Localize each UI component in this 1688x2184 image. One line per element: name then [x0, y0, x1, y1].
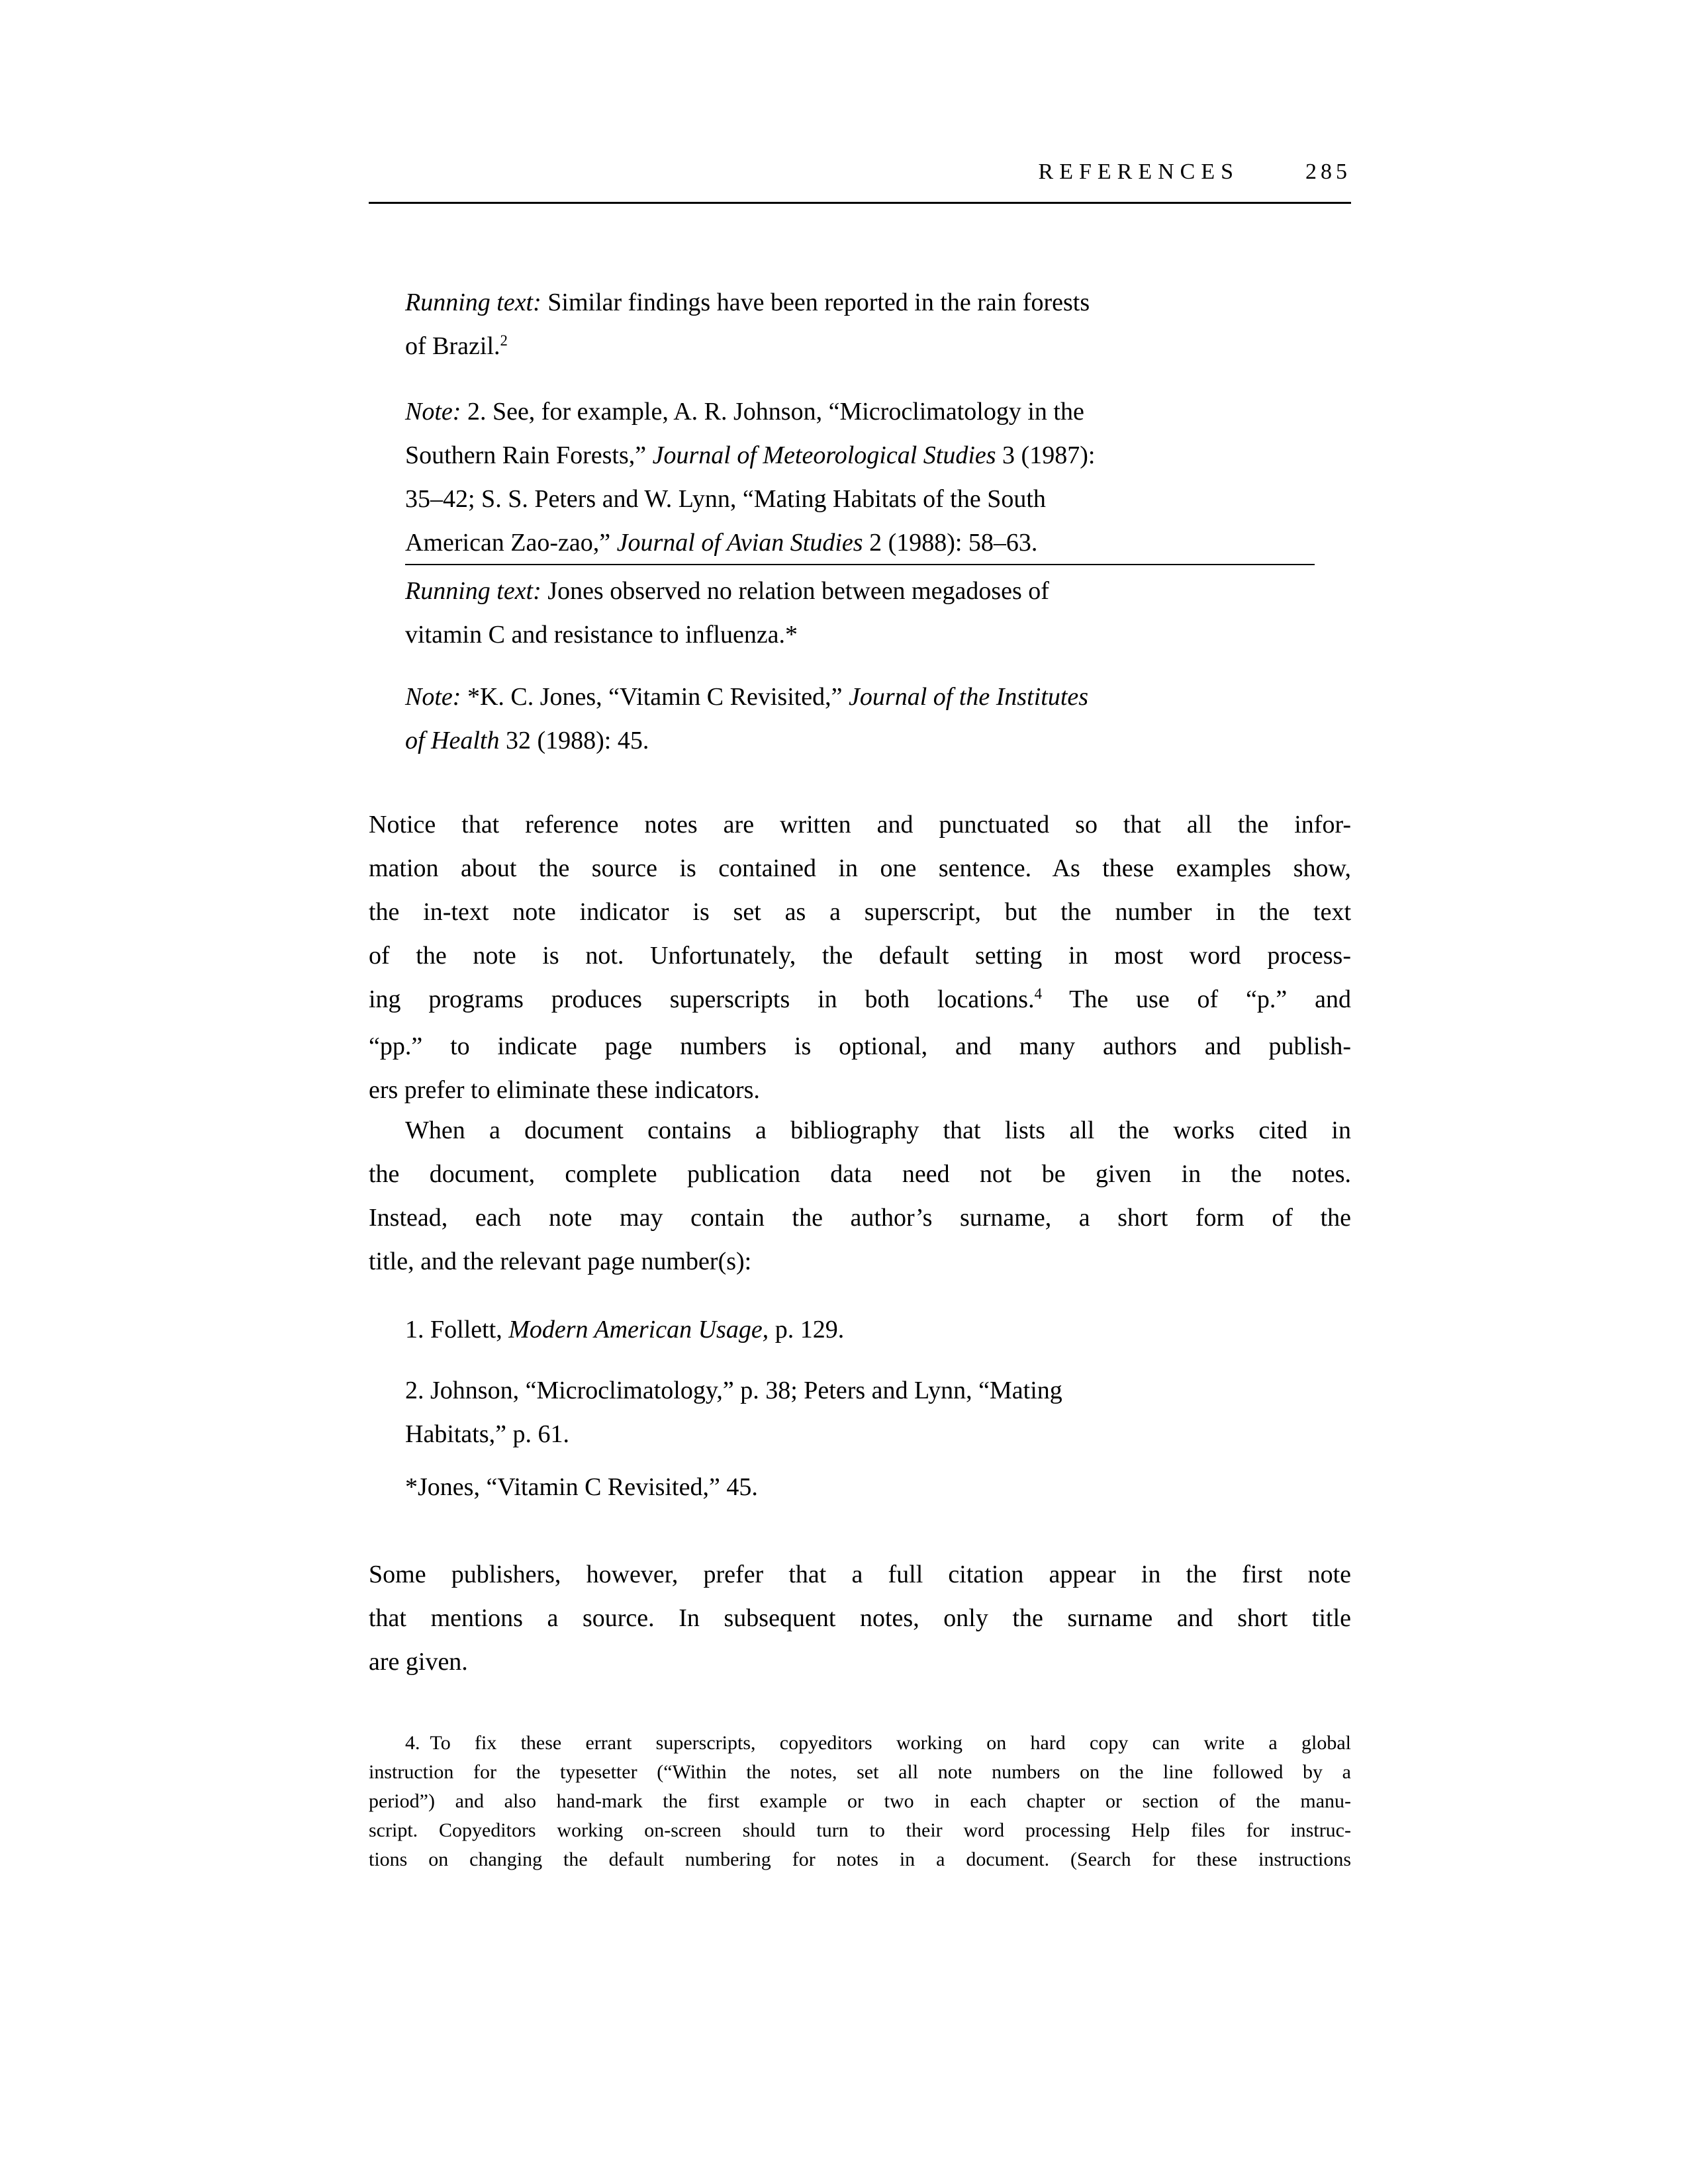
- text-line: [369, 1787, 1351, 1816]
- text-line: [405, 1369, 1315, 1412]
- example-divider-rule: [405, 564, 1315, 565]
- text-line: [369, 1024, 1351, 1068]
- text-line: [369, 978, 1351, 1024]
- text-run: 35–42; S. S. Peters and W. Lynn, “Mating Habitats of the South: [405, 485, 1046, 513]
- citation-item-johnson-peters: [405, 1369, 1315, 1456]
- text-run: Journal of the Institutes: [849, 683, 1089, 711]
- text-run: the document, complete publication data need not be given in the notes.: [369, 1160, 1351, 1188]
- text-run: Running text:: [405, 289, 548, 316]
- text-line: [405, 719, 1315, 762]
- text-run: Jones observed no relation between megadoses of: [547, 577, 1049, 605]
- text-line: [405, 675, 1315, 719]
- text-line: [405, 1412, 1315, 1456]
- text-run: 2 (1988): 58–63.: [863, 529, 1038, 557]
- paragraph-notice-reference-notes: [369, 803, 1351, 1112]
- text-run: p. 129.: [769, 1316, 845, 1343]
- page-header: [369, 159, 1351, 185]
- text-run: Note:: [405, 683, 467, 711]
- text-line: [405, 433, 1315, 477]
- text-line: [369, 1845, 1351, 1874]
- text-line: [369, 1640, 1351, 1684]
- text-run: that mentions a source. In subsequent notes, only the surname and short title: [369, 1604, 1351, 1632]
- citation-item-follett: [405, 1308, 1315, 1351]
- text-run: the in-text note indicator is set as a superscript, but the number in the text: [369, 898, 1351, 926]
- text-line: [405, 324, 1315, 371]
- citation-item-jones: [405, 1465, 1315, 1509]
- text-line: [369, 846, 1351, 890]
- text-line: [369, 803, 1351, 846]
- text-run: Journal of Avian Studies: [616, 529, 863, 557]
- text-run: title, and the relevant page number(s):: [369, 1248, 752, 1275]
- short-citation-examples: [405, 1308, 1315, 1509]
- text-run: 1. Follett,: [405, 1316, 509, 1343]
- running-head-section: REFERENCES: [1038, 159, 1239, 184]
- text-line: [369, 1596, 1351, 1640]
- text-line: [369, 1152, 1351, 1196]
- text-line: [405, 390, 1315, 433]
- text-line: [405, 1308, 1315, 1351]
- text-run: period”) and also hand-mark the first example or two in each chapter or section of the manu-: [369, 1790, 1351, 1812]
- text-run: of Health: [405, 727, 500, 754]
- example-block-1: [405, 281, 1315, 565]
- text-run: Note:: [405, 398, 467, 426]
- running-text-example-1: [405, 281, 1315, 371]
- text-run: Some publishers, however, prefer that a full citation appear in the first note: [369, 1561, 1351, 1588]
- text-line: [405, 613, 1315, 657]
- text-run: are given.: [369, 1648, 468, 1676]
- text-run: Instead, each note may contain the author’s surname, a short form of the: [369, 1204, 1351, 1232]
- note-example-2: [405, 675, 1315, 762]
- text-run: *K. C. Jones, “Vitamin C Revisited,”: [467, 683, 849, 711]
- text-run: “pp.” to indicate page numbers is optional, and many authors and publish-: [369, 1032, 1351, 1060]
- text-line: [405, 281, 1315, 324]
- text-line: [405, 1465, 1315, 1509]
- text-run: ers prefer to eliminate these indicators.: [369, 1076, 760, 1104]
- paragraph-some-publishers: [369, 1553, 1351, 1684]
- example-block-2: [405, 569, 1315, 762]
- text-run: instruction for the typesetter (“Within the notes, set all note numbers on the line followed by a: [369, 1761, 1351, 1783]
- text-run: Habitats,” p. 61.: [405, 1420, 570, 1448]
- text-line: [369, 934, 1351, 978]
- paragraph-when-document-bibliography: [369, 1109, 1351, 1283]
- text-line: [369, 1729, 1351, 1758]
- text-line: [405, 477, 1315, 521]
- text-line: [405, 521, 1315, 565]
- text-run: The use of “p.” and: [1042, 985, 1351, 1013]
- text-run: Notice that reference notes are written and punctuated so that all the infor-: [369, 811, 1351, 839]
- text-run: Similar findings have been reported in the rain forests: [547, 289, 1090, 316]
- text-run: tions on changing the default numbering for notes in a document. (Search for these instructions: [369, 1848, 1351, 1870]
- note-example-1: [405, 390, 1315, 565]
- text-line: [405, 569, 1315, 613]
- superscript-note-number: 4: [1034, 985, 1042, 1003]
- superscript-note-number: 2: [500, 332, 508, 349]
- text-run: 3 (1987):: [996, 441, 1096, 469]
- text-line: [369, 1816, 1351, 1845]
- text-run: 4. To fix these errant superscripts, copyeditors working on hard copy can write a global: [405, 1732, 1351, 1754]
- text-line: [369, 1068, 1351, 1112]
- text-run: script. Copyeditors working on-screen should turn to their word processing Help files for instruc-: [369, 1819, 1351, 1841]
- text-run: 2. Johnson, “Microclimatology,” p. 38; Peters and Lynn, “Mating: [405, 1377, 1062, 1404]
- text-line: [369, 1109, 1351, 1152]
- text-run: vitamin C and resistance to influenza.*: [405, 621, 798, 649]
- text-run: of Brazil.: [405, 332, 500, 360]
- text-run: When a document contains a bibliography that lists all the works cited in: [405, 1116, 1351, 1144]
- text-line: [369, 1196, 1351, 1240]
- text-run: 2. See, for example, A. R. Johnson, “Microclimatology in the: [467, 398, 1084, 426]
- text-run: of the note is not. Unfortunately, the default setting in most word process-: [369, 942, 1351, 970]
- text-run: mation about the source is contained in one sentence. As these examples show,: [369, 854, 1351, 882]
- text-run: ing programs produces superscripts in both locations.: [369, 985, 1035, 1013]
- page-number: 285: [1305, 159, 1351, 184]
- text-run: Running text:: [405, 577, 548, 605]
- text-run: American Zao-zao,”: [405, 529, 617, 557]
- header-rule: [369, 202, 1351, 204]
- text-line: [369, 890, 1351, 934]
- text-line: [369, 1553, 1351, 1596]
- text-run: Modern American Usage,: [508, 1316, 769, 1343]
- text-run: 32 (1988): 45.: [499, 727, 649, 754]
- text-line: [369, 1240, 1351, 1283]
- text-run: Southern Rain Forests,”: [405, 441, 653, 469]
- text-line: [369, 1758, 1351, 1787]
- text-run: Journal of Meteorological Studies: [652, 441, 996, 469]
- text-run: *Jones, “Vitamin C Revisited,” 45.: [405, 1473, 758, 1501]
- running-text-example-2: [405, 569, 1315, 657]
- footnote-4: [369, 1729, 1351, 1874]
